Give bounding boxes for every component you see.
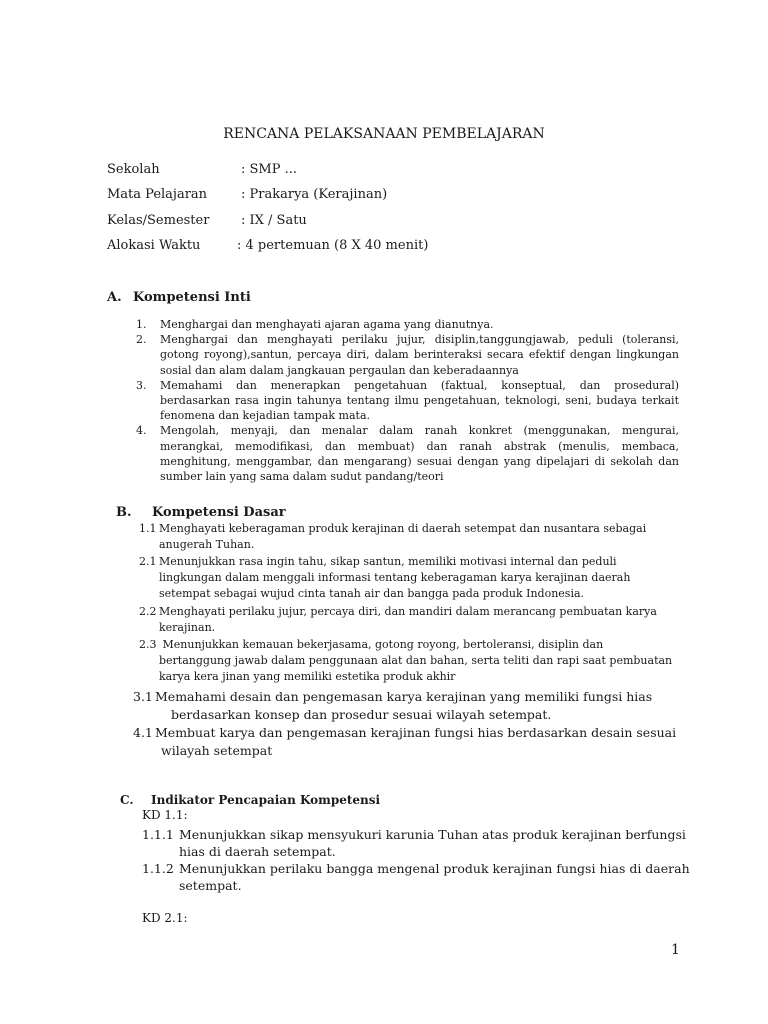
list-number: 2. [136,333,147,347]
kd-line: wilayah setempat [161,743,273,758]
identity-value-alokasi-waktu: : 4 pertemuan (8 X 40 menit) [237,238,429,253]
identity-label-mata-pelajaran: Mata Pelajaran [107,187,208,202]
indicator-line: setempat. [179,878,242,893]
page-number: 1 [671,942,680,958]
kd-line: setempat sebagai wujud cinta tanah air dan bangga pada produk Indonesia. [159,587,585,600]
identity-value-kelas-semester: : IX / Satu [241,213,307,228]
indicator-number: 1.1.2 [142,861,174,876]
section-c-letter: C. [120,793,134,807]
list-item [136,332,679,378]
kd-number: 3.1 [133,689,153,704]
list-text: Menghargai dan menghayati perilaku jujur, disiplin,tanggungjawab, peduli (toleransi, gotong royong),santun, percaya diri, dalam berinteraksi secara efektif dengan lingkungan sosial dan alam dalam jangkauan pergaulan dan keberadaannya [160,333,679,377]
kd-1-1-label: KD 1.1: [142,808,188,822]
indicator-line: Menunjukkan perilaku bangga mengenal produk kerajinan fungsi hias di daerah [179,861,690,876]
kd-item-2-2 [139,604,657,636]
kd-item-2-1 [139,554,630,602]
identity-label-sekolah: Sekolah [107,162,160,177]
list-text: Mengolah, menyaji, dan menalar dalam ranah konkret (menggunakan, mengurai, merangkai, memodifikasi, dan membuat) dan ranah abstrak (menulis, membaca, menghitung, menggambar, dan mengarang) sesuai dengan yang dipelajari di sekolah dan sumber lain yang sama dalam sudut pandang/teori [160,424,679,484]
indicator-1-1-1 [142,826,686,860]
identity-label-alokasi-waktu: Alokasi Waktu [107,238,201,253]
kd-item-1-1 [139,521,646,553]
kd-line: Menunjukkan rasa ingin tahu, sikap santun, memiliki motivasi internal dan peduli [159,555,617,568]
kd-number: 4.1 [133,725,153,740]
kd-item-3-1 [133,688,652,724]
list-text: Memahami dan menerapkan pengetahuan (faktual, konseptual, dan prosedural) berdasarkan rasa ingin tahunya tentang ilmu pengetahuan, teknologi, seni, budaya terkait fenomena dan kejadian tampak mata. [160,378,679,423]
indicator-number: 1.1.1 [142,827,174,842]
indicator-line: hias di daerah setempat. [179,844,336,859]
kd-number: 1.1 [139,522,157,535]
section-c-heading [120,793,380,807]
kd-item-2-3 [139,637,672,685]
section-b-heading [116,505,286,520]
kd-number: 2.3 [139,638,157,651]
list-text: Menghargai dan menghayati ajaran agama yang dianutnya. [160,318,494,331]
document-title: RENCANA PELAKSANAAN PEMBELAJARAN [223,126,545,142]
kd-line: kerajinan. [159,621,216,634]
identity-value-sekolah: : SMP ... [241,162,298,177]
kd-line: karya kera jinan yang memiliki estetika produk akhir [159,670,456,683]
kd-line: Memahami desain dan pengemasan karya kerajinan yang memiliki fungsi hias [155,689,653,704]
section-b-letter: B. [116,505,132,520]
kd-item-4-1 [133,724,676,760]
kd-line: Menghayati perilaku jujur, percaya diri, dan mandiri dalam merancang pembuatan karya [159,605,657,618]
section-a-letter: A. [107,290,122,305]
list-item [136,423,679,484]
identity-label-kelas-semester: Kelas/Semester [107,213,210,228]
list-item [136,378,679,424]
list-number: 1. [136,318,147,331]
kd-line: anugerah Tuhan. [159,538,255,551]
list-number: 4. [136,424,147,438]
list-item [136,317,679,332]
section-a-heading [107,290,251,305]
identity-value-mata-pelajaran: : Prakarya (Kerajinan) [241,187,388,202]
kd-line: Menunjukkan kemauan bekerjasama, gotong royong, bertoleransi, disiplin dan [159,638,604,651]
section-b-title: Kompetensi Dasar [152,505,286,520]
kd-line: bertanggung jawab dalam penggunaan alat dan bahan, serta teliti dan rapi saat pembuatan [159,654,673,667]
indicator-line: Menunjukkan sikap mensyukuri karunia Tuhan atas produk kerajinan berfungsi [179,827,686,842]
kd-number: 2.2 [139,605,157,618]
kd-line: berdasarkan konsep dan prosedur sesuai wilayah setempat. [171,707,552,722]
section-c-title: Indikator Pencapaian Kompetensi [151,793,381,807]
kd-line: Membuat karya dan pengemasan kerajinan fungsi hias berdasarkan desain sesuai [155,725,677,740]
kompetensi-inti-list [136,317,679,484]
kd-line: lingkungan dalam menggali informasi tentang keberagaman karya kerajinan daerah [159,571,631,584]
kd-line: Menghayati keberagaman produk kerajinan di daerah setempat dan nusantara sebagai [159,522,647,535]
indicator-1-1-2 [142,860,690,894]
kd-number: 2.1 [139,555,157,568]
list-number: 3. [136,378,147,392]
kd-2-1-label: KD 2.1: [142,911,188,925]
section-a-title: Kompetensi Inti [133,290,251,305]
